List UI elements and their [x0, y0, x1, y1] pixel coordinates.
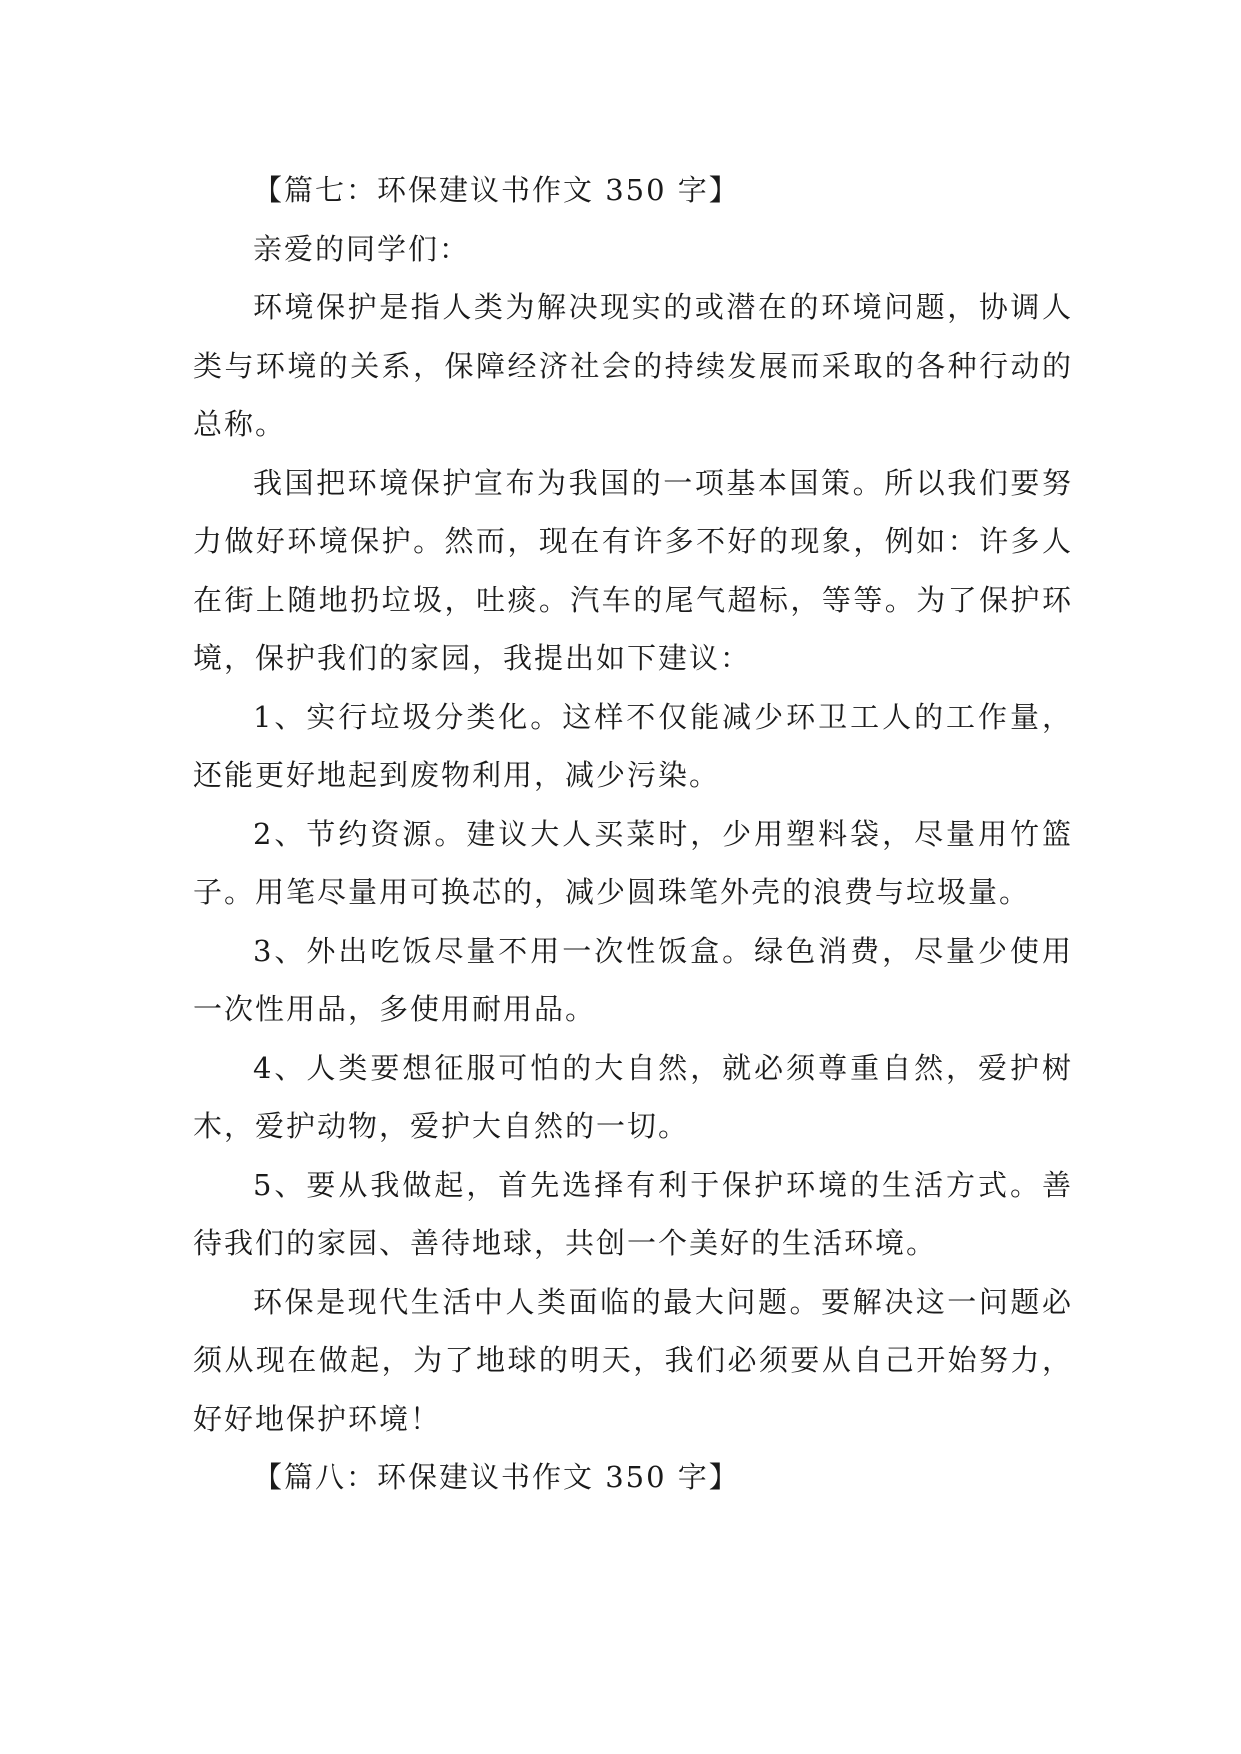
section-heading-7: 【篇七：环保建议书作文 350 字】 — [253, 173, 740, 207]
section-heading-8: 【篇八：环保建议书作文 350 字】 — [253, 1460, 740, 1494]
suggestion-3: 3、外出吃饭尽量不用一次性饭盒。绿色消费，尽量少使用一次性用品，多使用耐用品。 — [193, 933, 1073, 1026]
suggestion-1: 1、实行垃圾分类化。这样不仅能减少环卫工人的工作量，还能更好地起到废物利用，减少污染。 — [193, 699, 1073, 792]
paragraph-conclusion: 环保是现代生活中人类面临的最大问题。要解决这一问题必须从现在做起，为了地球的明天，我们必须要从自己开始努力，好好地保护环境！ — [193, 1284, 1073, 1436]
paragraph-intro: 环境保护是指人类为解决现实的或潜在的环境问题，协调人类与环境的关系，保障经济社会的持续发展而采取的各种行动的总称。 — [193, 290, 1073, 441]
paragraph-policy: 我国把环境保护宣布为我国的一项基本国策。所以我们要努力做好环境保护。然而，现在有许多不好的现象，例如：许多人在街上随地扔垃圾，吐痰。汽车的尾气超标，等等。为了保护环境，保护我们的家园，我提出如下建议： — [193, 465, 1073, 675]
suggestion-2: 2、节约资源。建议大人买菜时，少用塑料袋，尽量用竹篮子。用笔尽量用可换芯的，减少圆珠笔外壳的浪费与垃圾量。 — [193, 816, 1073, 909]
suggestion-5: 5、要从我做起，首先选择有利于保护环境的生活方式。善待我们的家园、善待地球，共创一个美好的生活环境。 — [193, 1167, 1073, 1260]
suggestion-4: 4、人类要想征服可怕的大自然，就必须尊重自然，爱护树木，爱护动物，爱护大自然的一切。 — [193, 1050, 1073, 1143]
document-body — [193, 161, 1073, 1507]
greeting: 亲爱的同学们： — [253, 231, 471, 266]
